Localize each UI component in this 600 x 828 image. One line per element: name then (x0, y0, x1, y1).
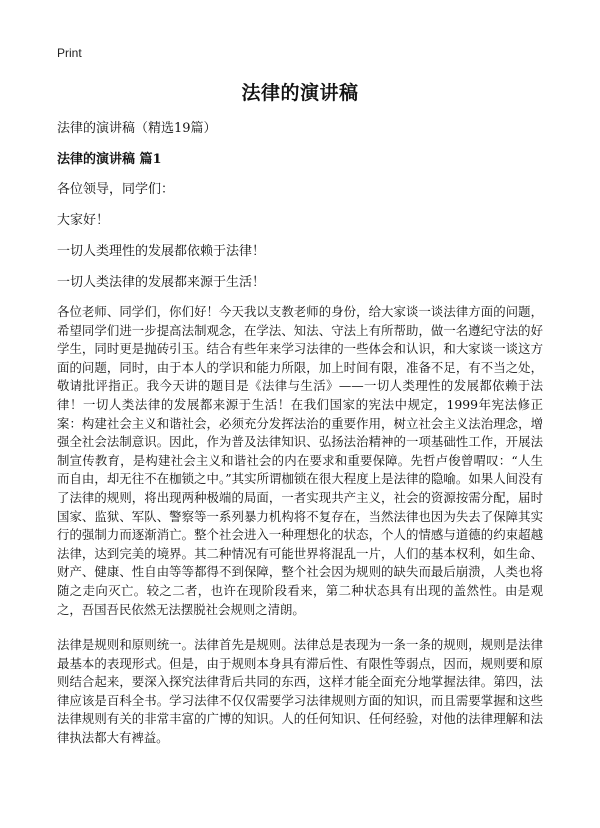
slogan-paragraph-1: 一切人类理性的发展都依赖于法律！ (57, 244, 266, 259)
section-heading: 法律的演讲稿 篇1 (57, 152, 162, 167)
body-paragraph-2: 法律是规则和原则统一。法律首先是规则。法律总是表现为一条一条的规则，规则是法律最基本的表现形式。但是，由于规则本身具有滞后性、有限性等弱点，因而，规则要和原则结合起来，要深入探究法律背后共同的东西，这样才能全面充分地掌握法律。第四，法律应该是百科全书。学习法律不仅仅需要学习法律规则方面的知识，而且需要掌握和这些法律规则有关的非常丰富的广博的知识。人的任何知识、任何经验，对他的法律理解和法律执法都大有裨益。 (57, 637, 543, 745)
print-link[interactable]: Print (57, 46, 82, 60)
slogan-paragraph-2: 一切人类法律的发展都来源于生活！ (57, 275, 266, 290)
salutation-paragraph: 大家好！ (57, 213, 110, 228)
document-title: 法律的演讲稿 (241, 82, 359, 104)
body-paragraph-1: 各位老师、同学们，你们好！今天我以支教老师的身份，给大家谈一谈法律方面的问题，希望同学们进一步提高法制观念，在学法、知法、守法上有所帮助，做一名遵纪守法的好学生，同时更是抛砖引玉。结合有些年来学习法律的一些体会和认识，和大家谈一谈这方面的问题，同时，由于本人的学识和能力所限，加上时间有限，准备不足，有不当之处，敬请批评指正。我今天讲的题目是《法律与生活》——一切人类理性的发展都依赖于法律！一切人类法律的发展都来源于生活！在我们国家的宪法中规定，1999年宪法修正案：构建社会主义和谐社会，必须充分发挥法治的重要作用，树立社会主义法治理念，增强全社会法制意识。因此，作为普及法律知识、弘扬法治精神的一项基础性工作，开展法制宣传教育，是构建社会主义和谐社会的内在要求和重要保障。先哲卢俊曾喟叹：“人生而自由，却无往不在枷锁之中。”其实所谓枷锁在很大程度上是法律的隐喻。如果人间没有了法律的规则，将出现两种极端的局面，一者实现共产主义，社会的资源按需分配，届时国家、监狱、军队、警察等一系列暴力机构将不复存在，当然法律也因为失去了保障其实行的强制力而逐渐消亡。整个社会进入一种理想化的状态，个人的情感与道德的约束超越法律，达到完美的境界。其二种情况有可能世界将混乱一片，人们的基本权利，如生命、财产、健康、性自由等等都得不到保障，整个社会因为规则的缺失而最后崩溃，人类也将随之走向灭亡。较之二者，也许在现阶段看来，第二种状态具有出现的盖然性。由是观之，吾国吾民依然无法摆脱社会规则之清朗。 (57, 304, 543, 617)
greeting-paragraph: 各位领导，同学们： (57, 182, 175, 197)
document-subtitle: 法律的演讲稿（精选19篇） (57, 121, 217, 136)
